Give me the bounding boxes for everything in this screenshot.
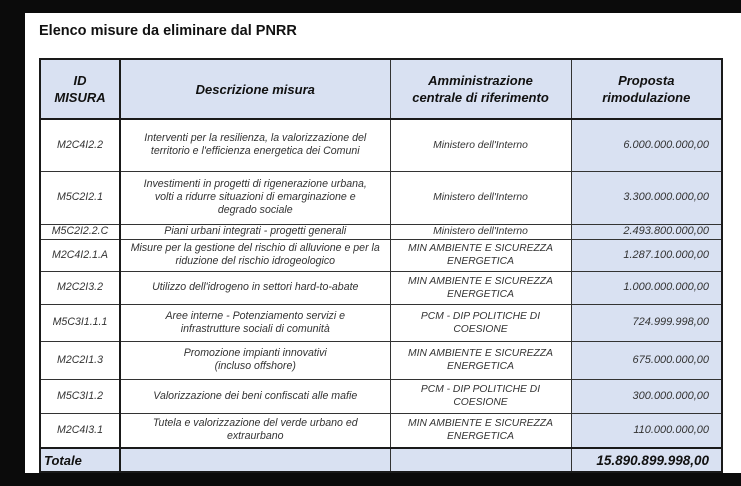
measures-table [39, 58, 723, 473]
total-empty-descrizione [120, 448, 390, 472]
cell-id: M5C2I2.2.C [40, 224, 120, 239]
cell-descrizione: Tutela e valorizzazione del verde urbano ed extraurbano [120, 413, 390, 448]
total-empty-amministrazione [390, 448, 571, 472]
cell-descrizione: Aree interne - Potenziamento servizi e infrastrutture sociali di comunità [120, 304, 390, 341]
cell-descrizione: Misure per la gestione del rischio di alluvione e per la riduzione del rischio idrogeologico [120, 239, 390, 271]
cell-descrizione: Investimenti in progetti di rigenerazione urbana, volti a ridurre situazioni di emarginazione e degrado sociale [120, 171, 390, 224]
table-row [40, 119, 722, 171]
cell-importo: 300.000.000,00 [571, 379, 722, 413]
cell-id: M2C4I2.1.A [40, 239, 120, 271]
document-title: Elenco misure da eliminare dal PNRR [39, 23, 297, 39]
cell-descrizione: Interventi per la resilienza, la valorizzazione del territorio e l'efficienza energetica dei Comuni [120, 119, 390, 171]
table-row [40, 304, 722, 341]
cell-importo: 1.000.000.000,00 [571, 271, 722, 304]
cell-id: M5C3I1.1.1 [40, 304, 120, 341]
table-row [40, 413, 722, 448]
cell-descrizione: Valorizzazione dei beni confiscati alle mafie [120, 379, 390, 413]
header-descrizione: Descrizione misura [120, 59, 390, 119]
cell-amministrazione: PCM - DIP POLITICHE DI COESIONE [390, 304, 571, 341]
cell-importo: 110.000.000,00 [571, 413, 722, 448]
cell-descrizione: Utilizzo dell'idrogeno in settori hard-to-abate [120, 271, 390, 304]
cell-amministrazione: Ministero dell'Interno [390, 119, 571, 171]
cell-amministrazione: Ministero dell'Interno [390, 224, 571, 239]
total-importo: 15.890.899.998,00 [571, 448, 722, 472]
document-panel [25, 13, 741, 473]
header-proposta: Proposta rimodulazione [571, 59, 722, 119]
cell-amministrazione: MIN AMBIENTE E SICUREZZA ENERGETICA [390, 413, 571, 448]
header-id-misura: ID MISURA [40, 59, 120, 119]
cell-id: M2C2I1.3 [40, 341, 120, 379]
table-header-row [40, 59, 722, 119]
table-row [40, 379, 722, 413]
total-row [40, 448, 722, 472]
table-row [40, 341, 722, 379]
table-row [40, 239, 722, 271]
table-row [40, 171, 722, 224]
cell-importo: 2.493.800.000,00 [571, 224, 722, 239]
cell-descrizione: Piani urbani integrati - progetti generali [120, 224, 390, 239]
cell-descrizione: Promozione impianti innovativi (incluso offshore) [120, 341, 390, 379]
cell-amministrazione: MIN AMBIENTE E SICUREZZA ENERGETICA [390, 239, 571, 271]
cell-id: M2C4I2.2 [40, 119, 120, 171]
total-label: Totale [40, 448, 120, 472]
cell-id: M2C4I3.1 [40, 413, 120, 448]
cell-importo: 6.000.000.000,00 [571, 119, 722, 171]
cell-amministrazione: MIN AMBIENTE E SICUREZZA ENERGETICA [390, 341, 571, 379]
cell-amministrazione: MIN AMBIENTE E SICUREZZA ENERGETICA [390, 271, 571, 304]
cell-importo: 3.300.000.000,00 [571, 171, 722, 224]
cell-id: M5C3I1.2 [40, 379, 120, 413]
cell-importo: 675.000.000,00 [571, 341, 722, 379]
header-amministrazione: Amministrazione centrale di riferimento [390, 59, 571, 119]
cell-id: M2C2I3.2 [40, 271, 120, 304]
cell-id: M5C2I2.1 [40, 171, 120, 224]
table-row [40, 271, 722, 304]
table-row [40, 224, 722, 239]
cell-amministrazione: PCM - DIP POLITICHE DI COESIONE [390, 379, 571, 413]
cell-amministrazione: Ministero dell'Interno [390, 171, 571, 224]
cell-importo: 724.999.998,00 [571, 304, 722, 341]
cell-importo: 1.287.100.000,00 [571, 239, 722, 271]
